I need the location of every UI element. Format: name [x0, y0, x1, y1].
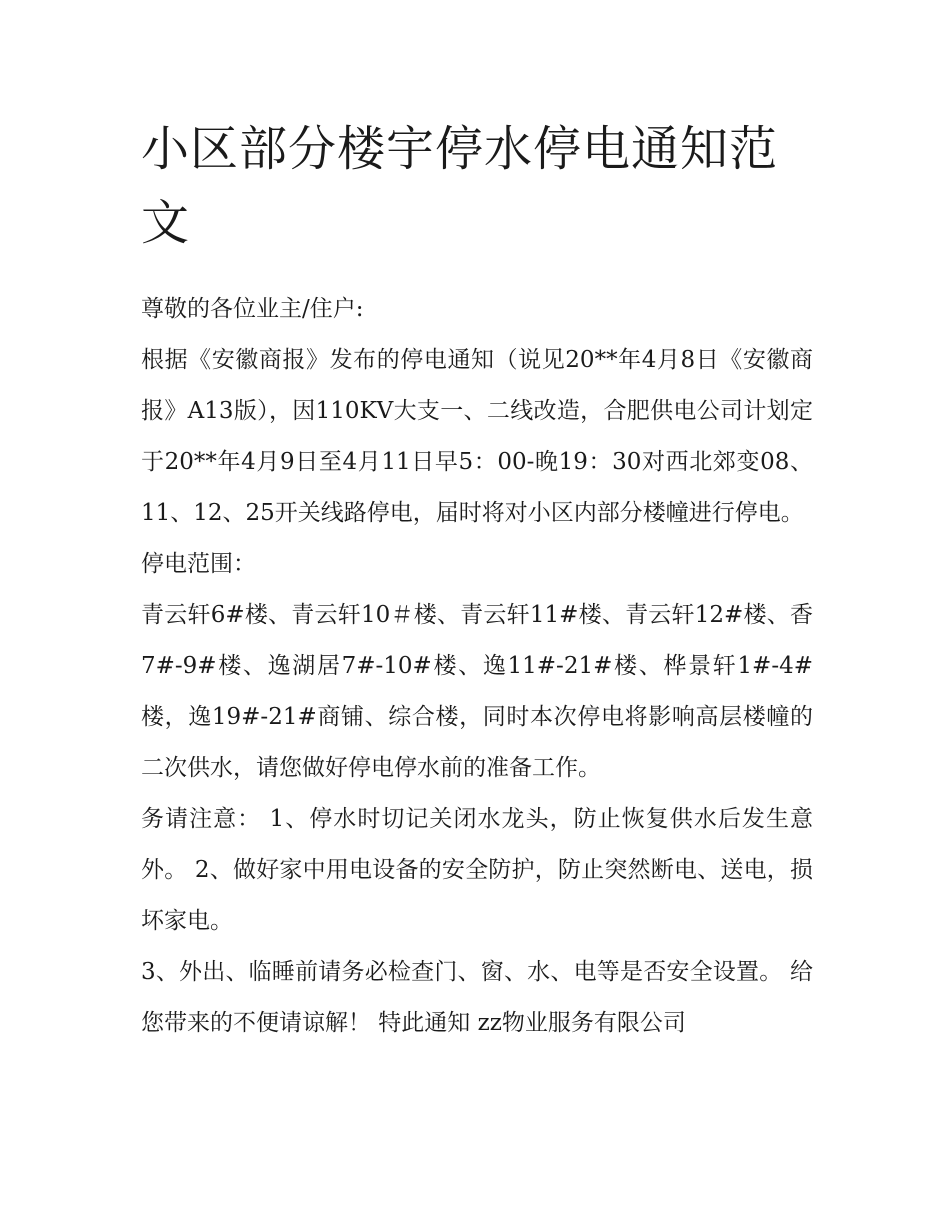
precautions: 务请注意： 1、停水时切记关闭水龙头，防止恢复供水后发生意外。 2、做好家中用电设备的安全防护，防止突然断电、送电，损坏家电。: [141, 806, 813, 934]
outage-scope-heading: 停电范围：: [141, 551, 256, 577]
document-page: [141, 112, 813, 1049]
document-title: 小区部分楼宇停水停电通知范文: [141, 121, 779, 251]
notice-body: 根据《安徽商报》发布的停电通知（说见20**年4月8日《安徽商报》A13版），因110KV大支一、二线改造，合肥供电公司计划定于20**年4月9日至4月11日早5：00-晚19：30对西北郊变08、11、12、25开关线路停电，届时将对小区内部分楼幢进行停电。: [141, 347, 813, 526]
closing-signature: 3、外出、临睡前请务必检查门、窗、水、电等是否安全设置。 给您带来的不便请谅解！ 特此通知 zz物业服务有限公司: [141, 959, 813, 1036]
outage-scope-list: 青云轩6#楼、青云轩10＃楼、青云轩11#楼、青云轩12#楼、香7#-9#楼、逸湖居7#-10#楼、逸11#-21#楼、桦景轩1#-4#楼，逸19#-21#商铺、综合楼，同时本次停电将影响高层楼幢的二次供水，请您做好停电停水前的准备工作。: [141, 602, 813, 781]
salutation: 尊敬的各位业主/住户:: [141, 296, 364, 322]
